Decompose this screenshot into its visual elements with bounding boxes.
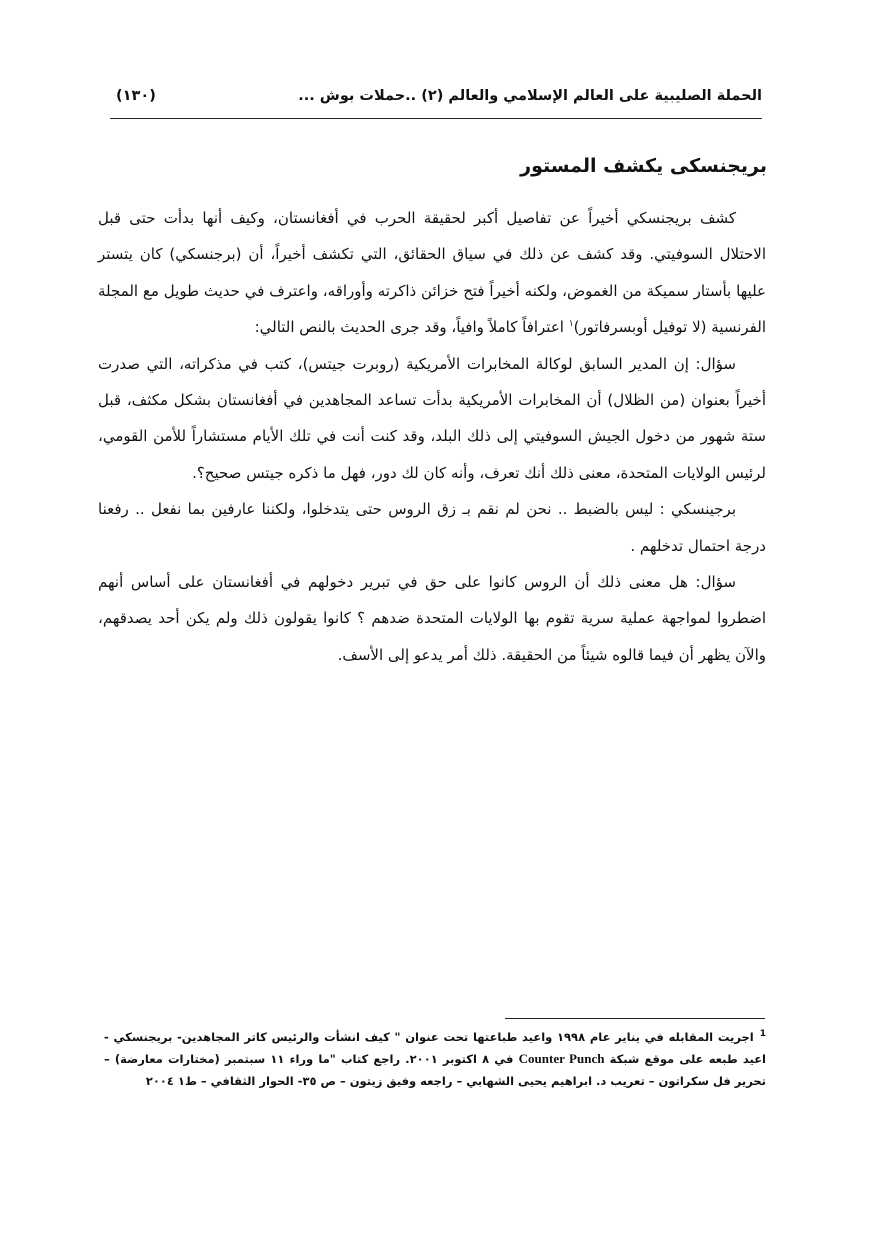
section-title: بريجنسكى يكشف المستور [520,155,767,177]
footnote-separator [505,1018,765,1019]
paragraph-1 [98,200,766,346]
footnote-mark: 1 [759,1029,766,1040]
footnote-site-name: Counter Punch [518,1051,605,1066]
footnote-reference[interactable]: ١ [568,319,574,330]
paragraph-4: سؤال: هل معنى ذلك أن الروس كانوا على حق في تبرير دخولهم في أفغانستان على أساس أنهم اضطروا لمواجهة عملية سرية تقوم بها الولايات المتحدة ضدهم ؟ كانوا يقولون ذلك ولم يكن أحد يصدقهم، والآن يظهر أن فيما قالوه شيئاً من الحقيقة. ذلك أمر يدعو إلى الأسف. [98,573,766,664]
footnote-text-a: اجريت المقابله في يناير عام ١٩٩٨ واعيد طباعتها تحت عنوان " كيف انشأت والرئيس كاتر المجاهدين- بريجنسكي - اعيد طبعه على موقع شبكة [104,1030,767,1066]
paragraph-2: سؤال: إن المدير السابق لوكالة المخابرات الأمريكية (روبرت جيتس)، كتب في مذكراته، التي صدرت أخيراً بعنوان (من الظلال) أن المخابرات الأمريكية بدأت تساعد المجاهدين في أفغانستان بشكل مكثف، قبل ستة شهور من دخول الجيش السوفيتي إلى ذلك البلد، وقد كنت أنت في تلك الأيام مستشاراً للأمن القومي، لرئيس الولايات المتحدة، معنى ذلك أنك تعرف، وأنه كان لك دور، فهل ما ذكره جيتس صحيح؟. [98,354,766,482]
body-text [98,200,766,673]
running-header [110,88,762,119]
paragraph-3: برجينسكي : ليس بالضبط .. نحن لم نقم بـ زق الروس حتى يتدخلوا، ولكننا عارفين بما نفعل .. رفعنا درجة احتمال تدخلهم . [98,500,766,555]
page-number: (١٣٠) [116,88,156,104]
footnote-text-b: في ٨ اكتوبر ٢٠٠١. راجع كتاب "ما وراء ١١ سبتمبر (مختارات معارضة) – تحرير فل سكراتون – تعريب د. ابراهيم يحيى الشهابي – راجعه وفيق زيتون – ص ٣٥- الحوار الثقافي – ط١ ٢٠٠٤ [104,1052,766,1088]
paragraph-1-text-a: كشف بريجنسكي أخيراً عن تفاصيل أكبر لحقيقة الحرب في أفغانستان، وكيف أنها بدأت حتى قبل الاحتلال السوفيتي. وقد كشف عن ذلك في سياق الحقائق، التي تكشف أخيراً، أن (برجنسكي) كان يتستر عليها بأستار سميكة من الغموض، ولكنه أخيراً فتح خزائن ذاكرته وأوراقه، واعترف في حديث طويل مع المجلة الفرنسية (لا توفيل أوبسرفاتور) [98,209,766,337]
header-title: الحملة الصليبية على العالم الإسلامي والعالم (٢) ..حملات بوش ... [298,88,762,104]
paragraph-1-text-b: اعترافاً كاملاً وافياً، وقد جرى الحديث بالنص التالي: [254,318,569,337]
footnote [104,1026,766,1092]
